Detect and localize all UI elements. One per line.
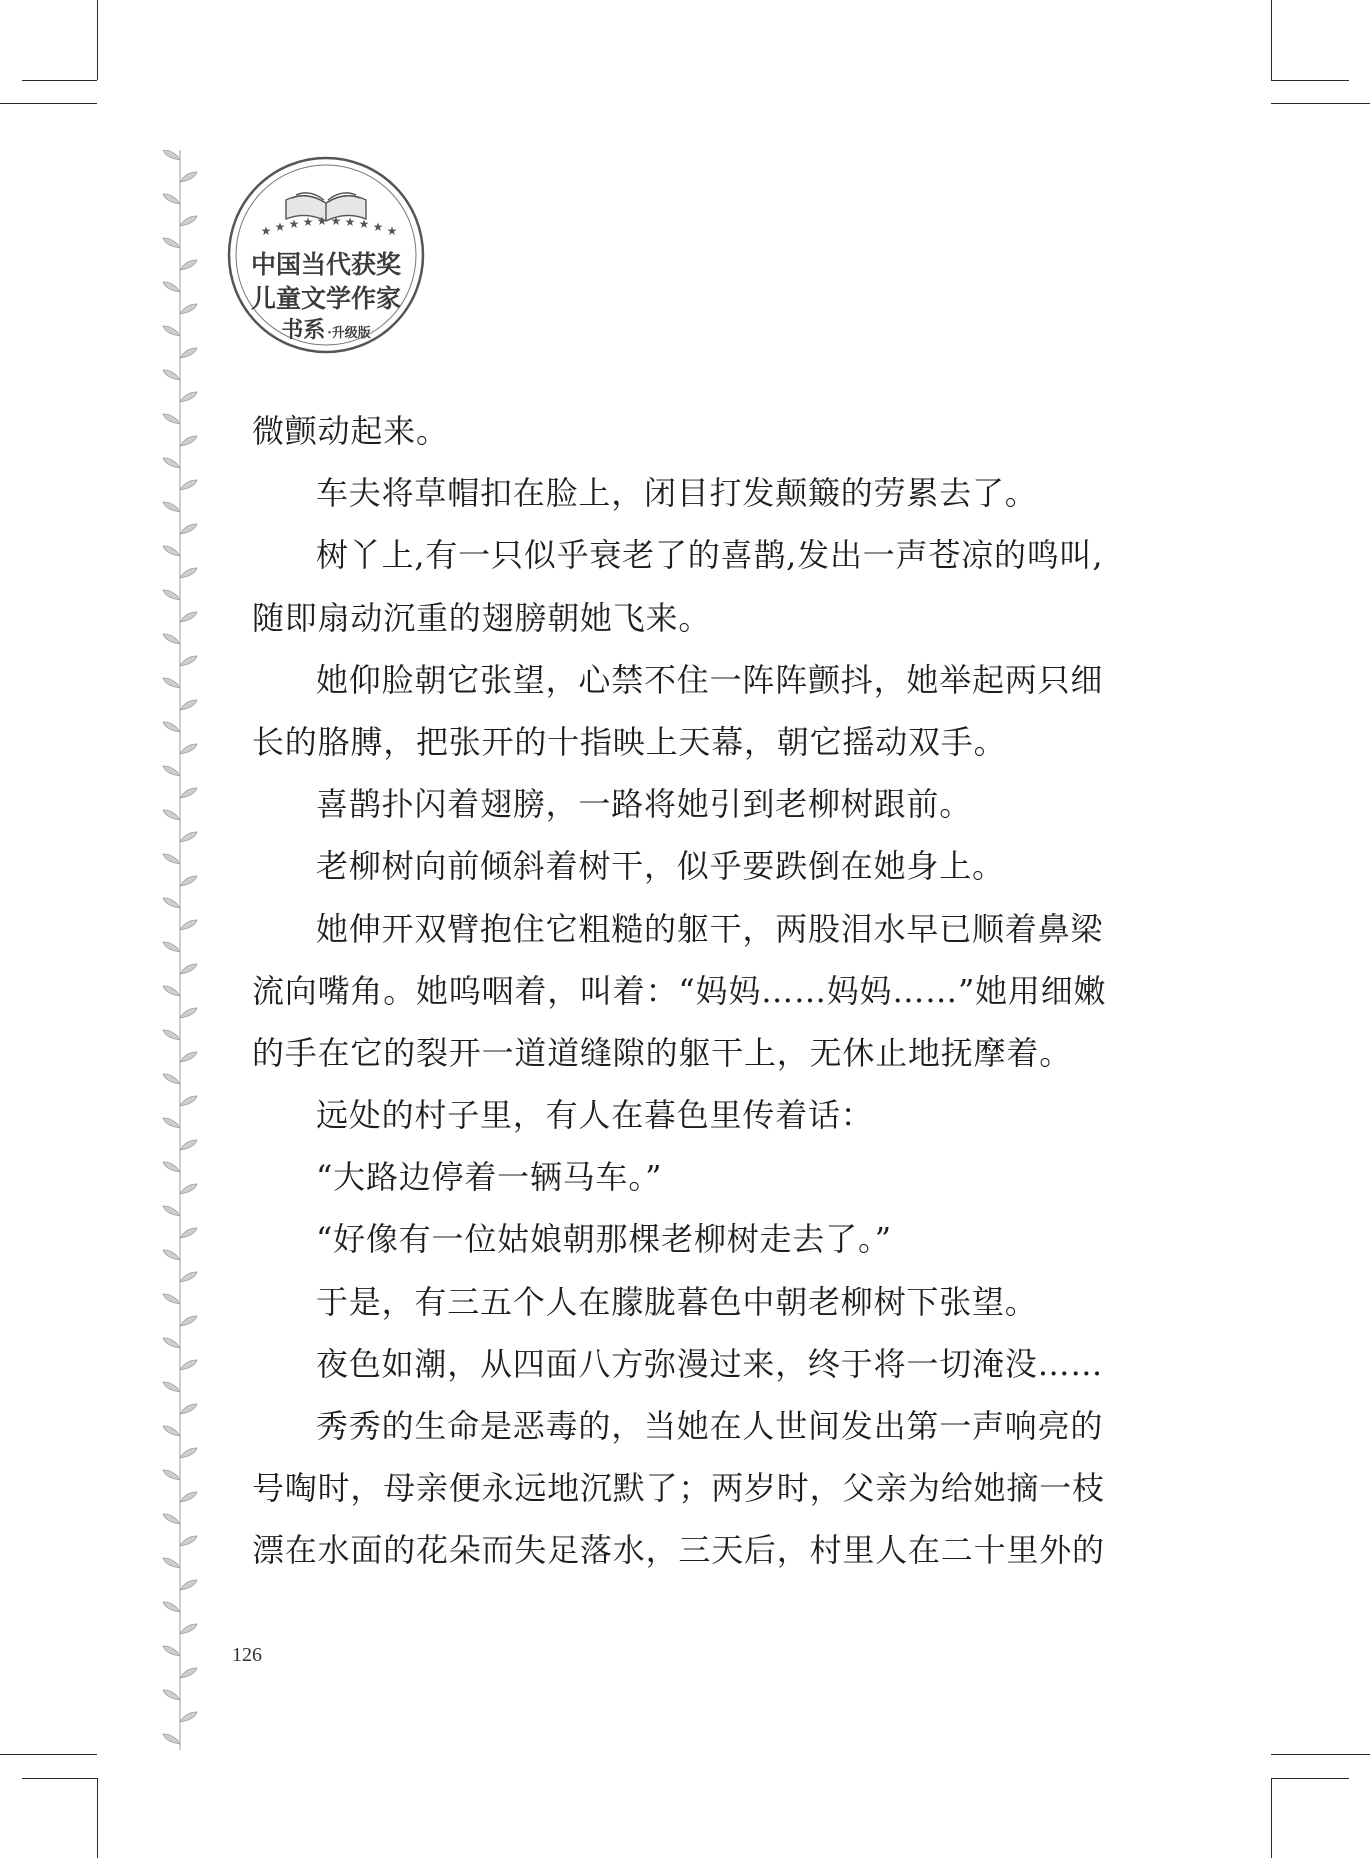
vine-leaf — [163, 370, 180, 380]
vine-leaf — [180, 524, 197, 534]
text-line: 老柳树向前倾斜着树干，似乎要跌倒在她身上。 — [316, 847, 1005, 886]
text-line: “大路边停着一辆马车。” — [316, 1158, 663, 1197]
vine-leaf — [180, 436, 197, 446]
text-line: 她仰脸朝它张望，心禁不住一阵阵颤抖，她举起两只细 — [316, 660, 1104, 699]
vine-leaf — [180, 700, 197, 710]
text-line: 喜鹊扑闪着翅膀，一路将她引到老柳树跟前。 — [316, 785, 973, 824]
vine-leaf — [180, 1712, 197, 1722]
crop-mark — [1271, 80, 1349, 81]
vine-leaf — [163, 722, 180, 732]
vine-leaf — [163, 1338, 180, 1348]
vine-leaf — [180, 172, 197, 182]
text-line: 树丫上,有一只似乎衰老了的喜鹊,发出一声苍凉的鸣叫, — [316, 536, 1104, 575]
vine-leaf — [163, 1162, 180, 1172]
vine-leaf — [163, 810, 180, 820]
vine-leaf — [163, 986, 180, 996]
vine-leaf — [180, 876, 197, 886]
vine-leaf — [163, 1514, 180, 1524]
vine-leaf — [180, 1184, 197, 1194]
text-line: 号啕时，母亲便永远地沉默了；两岁时，父亲为给她摘一枝 — [252, 1469, 1105, 1508]
svg-text:★: ★ — [302, 215, 314, 229]
vine-leaf — [163, 590, 180, 600]
vine-leaf — [163, 854, 180, 864]
svg-text:★: ★ — [260, 224, 272, 238]
crop-mark — [22, 1778, 97, 1779]
vine-leaf — [163, 1646, 180, 1656]
vine-leaf — [163, 326, 180, 336]
seal-title-line-3 — [226, 313, 426, 344]
vine-leaf — [180, 1448, 197, 1458]
vine-leaf — [163, 898, 180, 908]
vine-leaf — [163, 458, 180, 468]
vine-border-decoration — [160, 150, 200, 1750]
vine-leaf — [163, 1250, 180, 1260]
vine-leaf — [180, 964, 197, 974]
vine-leaf — [180, 1668, 197, 1678]
vine-leaf — [180, 1316, 197, 1326]
vine-leaf — [180, 348, 197, 358]
vine-leaf — [163, 678, 180, 688]
crop-mark — [1271, 1778, 1349, 1779]
vine-leaf — [163, 194, 180, 204]
vine-leaf — [163, 1558, 180, 1568]
text-line: 随即扇动沉重的翅膀朝她飞来。 — [252, 598, 712, 637]
vine-leaf — [163, 942, 180, 952]
series-seal — [226, 155, 426, 355]
text-line: 的手在它的裂开一道道缝隙的躯干上，无休止地抚摩着。 — [252, 1033, 1073, 1072]
vine-leaf — [180, 1272, 197, 1282]
vine-leaf — [180, 1536, 197, 1546]
vine-leaf — [180, 744, 197, 754]
crop-mark — [22, 80, 97, 81]
svg-text:★: ★ — [358, 217, 370, 231]
vine-leaf — [180, 304, 197, 314]
vine-leaf — [163, 1074, 180, 1084]
text-line: 微颤动起来。 — [252, 412, 449, 450]
vine-leaf — [180, 568, 197, 578]
crop-mark — [1271, 1778, 1272, 1858]
vine-leaf — [180, 1140, 197, 1150]
text-line: “好像有一位姑娘朝那棵老柳树走去了。” — [316, 1220, 892, 1259]
svg-text:★: ★ — [288, 217, 300, 231]
vine-leaf — [163, 546, 180, 556]
svg-text:★: ★ — [372, 220, 384, 234]
svg-text:★: ★ — [344, 215, 356, 229]
seal-edition-label: ·升级版 — [327, 326, 371, 341]
text-line: 长的胳膊，把张开的十指映上天幕，朝它摇动双手。 — [252, 722, 1007, 761]
svg-text:★: ★ — [386, 224, 398, 238]
vine-leaf — [163, 1294, 180, 1304]
vine-leaf — [163, 502, 180, 512]
vine-leaf — [180, 1008, 197, 1018]
vine-leaf — [180, 1580, 197, 1590]
crop-mark — [97, 1778, 98, 1858]
text-line: 她伸开双臂抱住它粗糙的躯干，两股泪水早已顺着鼻梁 — [316, 909, 1104, 948]
vine-leaf — [163, 1426, 180, 1436]
vine-leaf — [180, 1624, 197, 1634]
vine-leaf — [163, 1030, 180, 1040]
seal-title-line-2: 儿童文学作家 — [250, 284, 401, 313]
svg-text:★: ★ — [316, 214, 328, 228]
crop-mark — [97, 0, 98, 80]
text-line: 漂在水面的花朵而失足落水，三天后，村里人在二十里外的 — [252, 1531, 1105, 1570]
vine-leaf — [180, 260, 197, 270]
vine-leaf — [180, 612, 197, 622]
vine-leaf — [180, 1404, 197, 1414]
vine-leaf — [180, 1096, 197, 1106]
vine-leaf — [180, 480, 197, 490]
text-line: 车夫将草帽扣在脸上，闭目打发颠簸的劳累去了。 — [316, 474, 1038, 513]
vine-leaf — [180, 392, 197, 402]
vine-leaf — [163, 1382, 180, 1392]
vine-leaf — [180, 656, 197, 666]
vine-leaf — [163, 766, 180, 776]
vine-leaf — [163, 150, 180, 160]
seal-title-line-1: 中国当代获奖 — [250, 250, 401, 279]
crop-mark — [1271, 0, 1272, 80]
vine-leaf — [180, 1360, 197, 1370]
vine-leaf — [163, 1206, 180, 1216]
svg-text:★: ★ — [330, 214, 342, 228]
text-line: 夜色如潮，从四面八方弥漫过来，终于将一切淹没…… — [316, 1344, 1104, 1383]
body-text — [252, 400, 1122, 1582]
text-line: 远处的村子里，有人在暮色里传着话： — [316, 1096, 874, 1135]
vine-leaf — [163, 634, 180, 644]
crop-mark — [1271, 1754, 1370, 1755]
seal-title-series: 书系 — [281, 317, 326, 343]
vine-leaf — [180, 788, 197, 798]
vine-leaf — [163, 1602, 180, 1612]
vine-leaf — [163, 1690, 180, 1700]
text-line: 于是，有三五个人在朦胧暮色中朝老柳树下张望。 — [316, 1282, 1038, 1321]
vine-leaf — [163, 238, 180, 248]
svg-text:★: ★ — [274, 220, 286, 234]
vine-leaf — [163, 1118, 180, 1128]
text-line: 秀秀的生命是恶毒的，当她在人世间发出第一声响亮的 — [316, 1407, 1104, 1445]
vine-leaf — [163, 414, 180, 424]
vine-leaf — [163, 1470, 180, 1480]
text-line: 流向嘴角。她呜咽着，叫着：“妈妈……妈妈……”她用细嫩 — [252, 971, 1107, 1010]
crop-mark — [0, 103, 97, 104]
page-number: 126 — [232, 1644, 262, 1666]
vine-leaf — [180, 216, 197, 226]
crop-mark — [0, 1754, 97, 1755]
vine-leaf — [180, 1228, 197, 1238]
vine-leaf — [180, 920, 197, 930]
vine-leaf — [180, 1052, 197, 1062]
vine-leaf — [180, 832, 197, 842]
vine-leaf — [163, 1734, 180, 1744]
vine-leaf — [180, 1492, 197, 1502]
crop-mark — [1271, 103, 1370, 104]
vine-leaf — [163, 282, 180, 292]
